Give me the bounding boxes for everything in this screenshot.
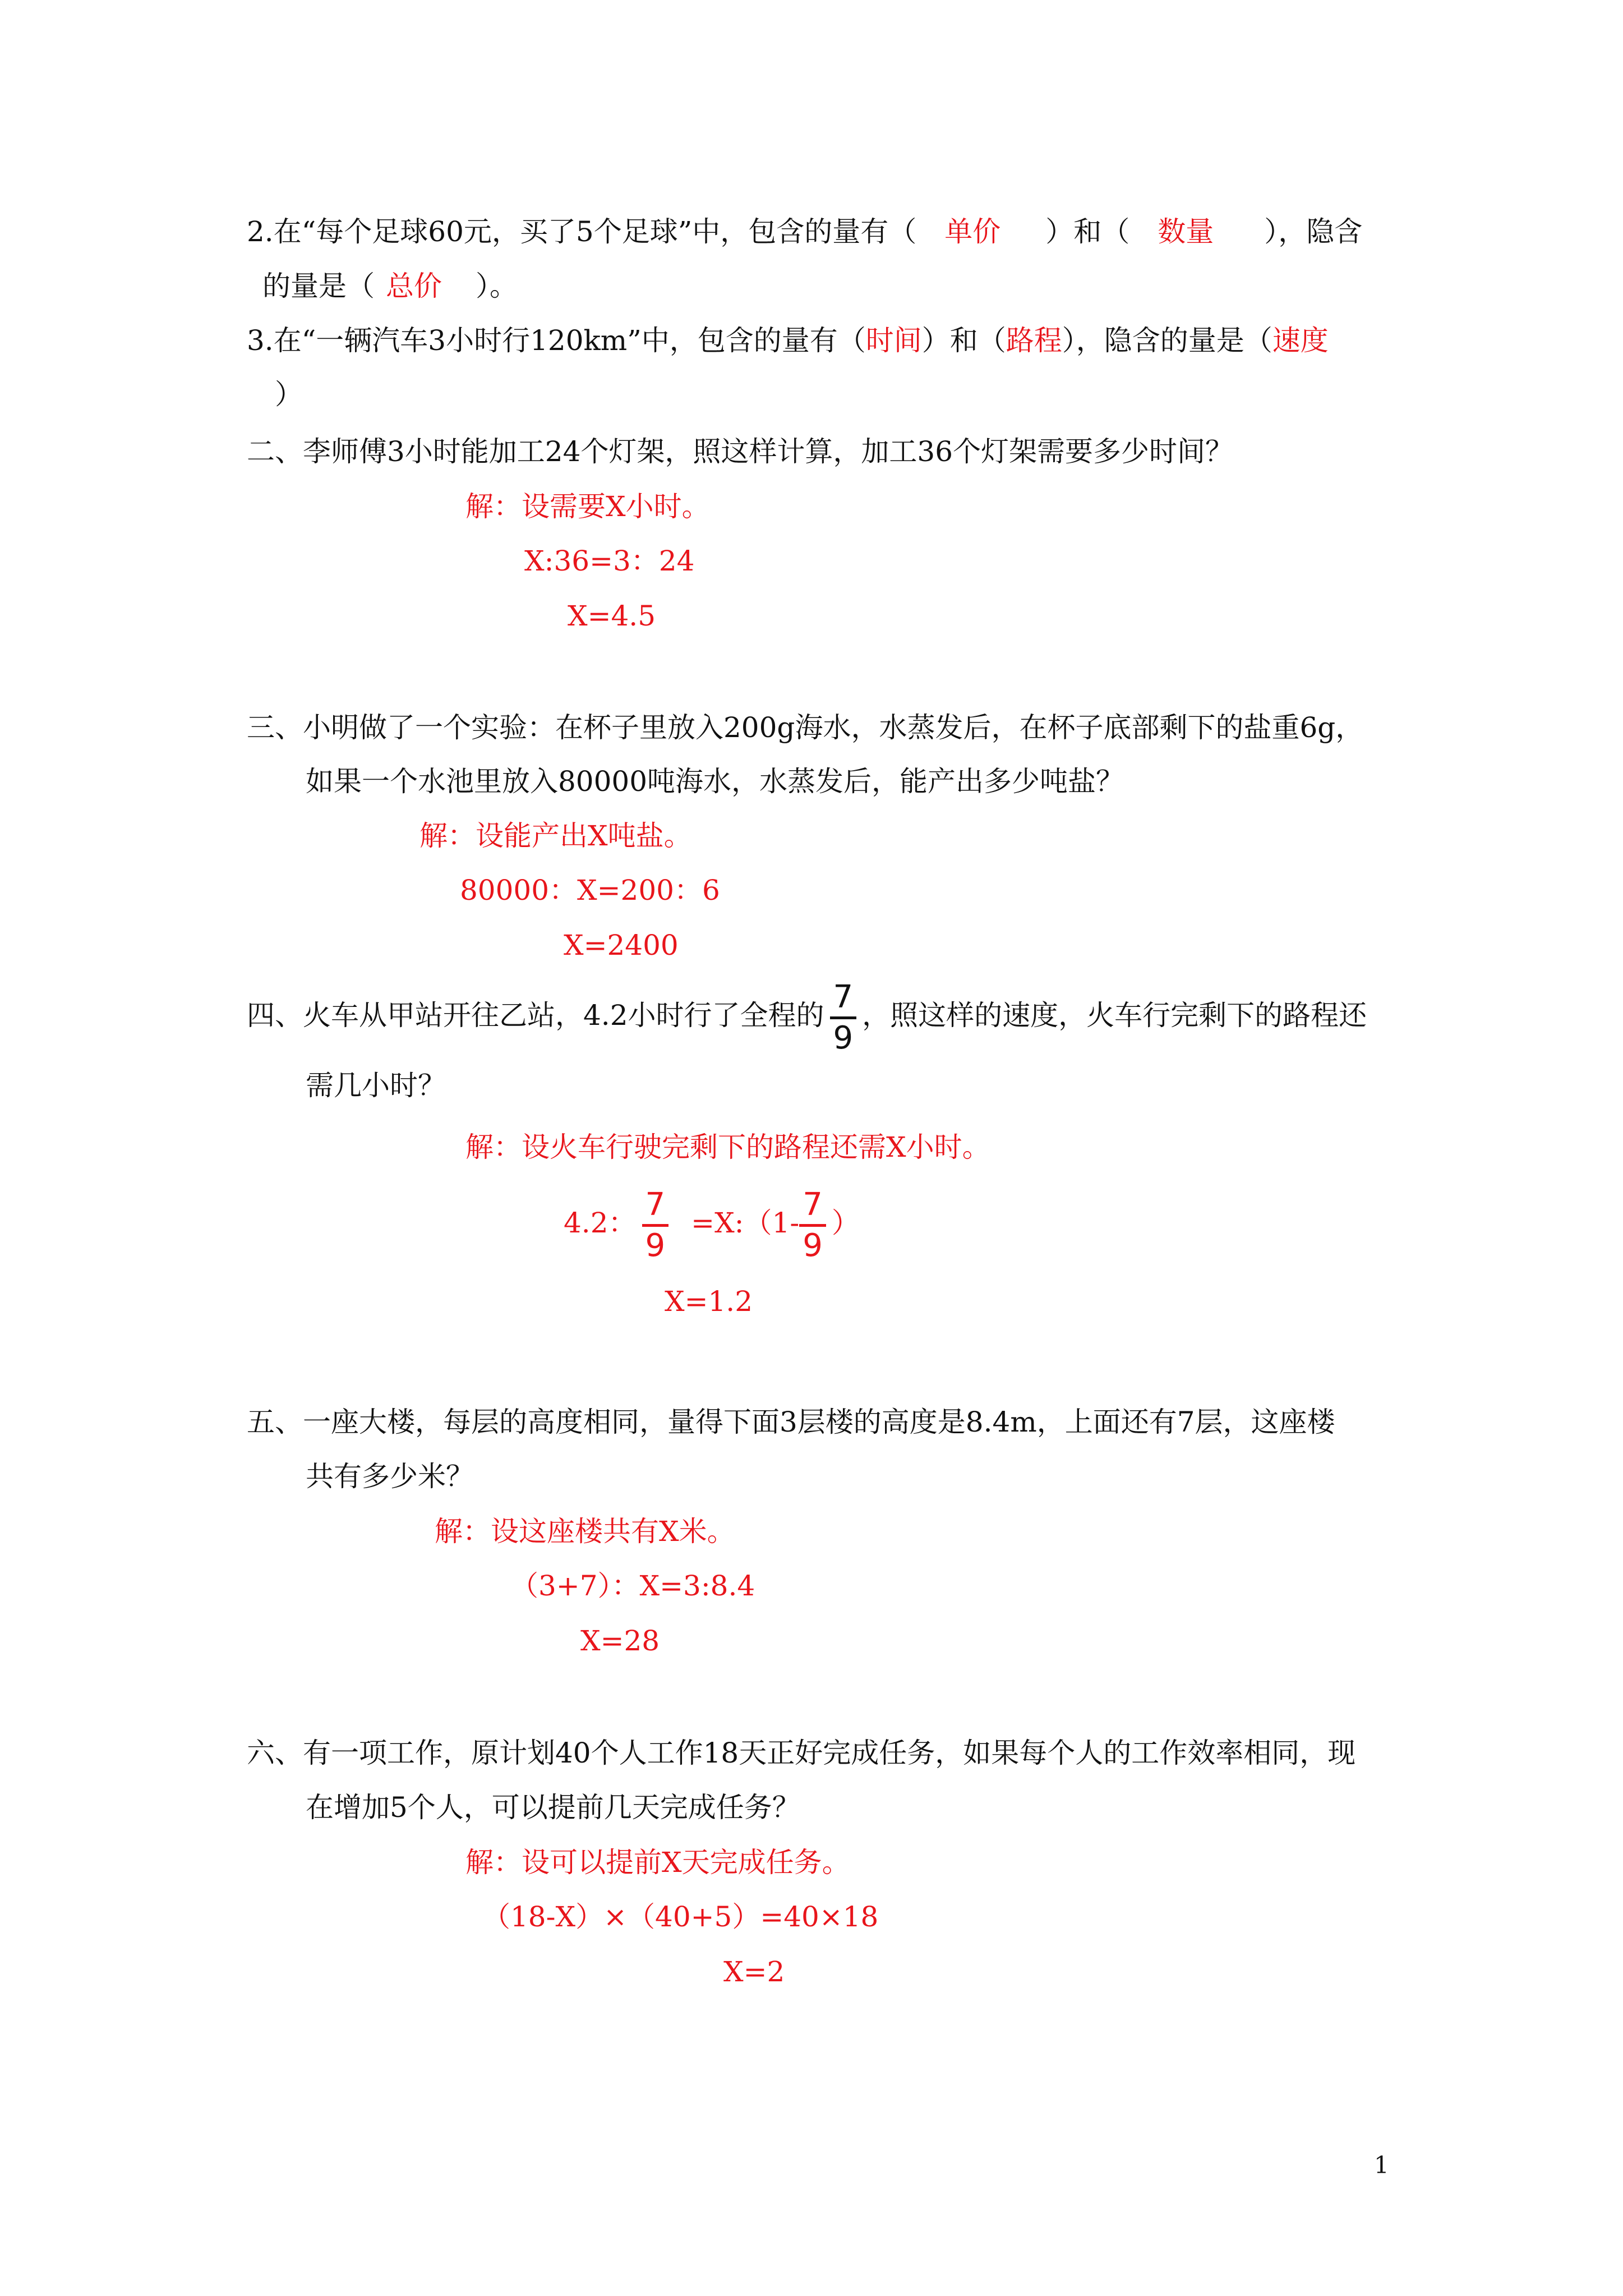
- q3-answer-2: 路程: [1006, 324, 1062, 357]
- p4-solution-2b: =X:（1-: [691, 1207, 800, 1239]
- p3-solution-1: 解：设能产出X吨盐。: [419, 820, 692, 852]
- p5-solution-1: 解：设这座楼共有X米。: [435, 1515, 735, 1548]
- p4-solution-fraction-2-numerator: 7: [803, 1186, 823, 1223]
- q3-line1: [247, 321, 1329, 360]
- p4-question-line2: 需几小时？: [306, 1069, 446, 1102]
- p4-solution-3: X=1.2: [665, 1285, 753, 1318]
- p3-solution-2: 80000：X=200：6: [460, 874, 720, 907]
- p4-text-a: 四、火车从甲站开往乙站，4.2小时行了全程的: [247, 999, 824, 1032]
- p4-fraction: [830, 979, 857, 1056]
- q2-text-a: 2.在“每个足球60元，买了5个足球”中，包含的量有（: [247, 215, 917, 248]
- p4-solution-fraction-2-denominator: 9: [803, 1227, 823, 1264]
- q3-text-c: ），隐含的量是（: [1062, 324, 1272, 357]
- p4-solution-2c: ）: [831, 1207, 860, 1239]
- q3-answer-3: 速度: [1272, 324, 1329, 357]
- p4-solution-1: 解：设火车行驶完剩下的路程还需X小时。: [465, 1131, 990, 1163]
- p4-fraction-denominator: 9: [833, 1019, 854, 1056]
- q3-line2: [275, 375, 303, 414]
- q2-line1: [247, 212, 1362, 251]
- p4-solution-fraction-2: [799, 1187, 826, 1264]
- p4-text-b: ，照这样的速度，火车行完剩下的路程还: [862, 999, 1367, 1032]
- q3-text-a: 3.在“一辆汽车3小时行120km”中，包含的量有（: [247, 324, 866, 357]
- p5-question-line2: 共有多少米？: [306, 1460, 474, 1493]
- p4-solution-fraction-1-numerator: 7: [645, 1186, 666, 1223]
- p6-question-line1: 六、有一项工作，原计划40个人工作18天正好完成任务，如果每个人的工作效率相同，现: [247, 1737, 1356, 1769]
- q2-line2: [262, 266, 518, 306]
- q2-text-c: ），隐含: [1264, 215, 1363, 248]
- q2-answer-3: 总价: [386, 270, 442, 302]
- p2-solution-2: X:36=3：24: [524, 545, 695, 577]
- p3-question-line1: 三、小明做了一个实验：在杯子里放入200g海水，水蒸发后，在杯子底部剩下的盐重6g，: [247, 711, 1364, 744]
- q2-text-e: ）。: [476, 270, 518, 302]
- p4-solution-fraction-1: [642, 1187, 669, 1264]
- p2-question: 二、李师傅3小时能加工24个灯架，照这样计算，加工36个灯架需要多少时间？: [247, 435, 1234, 468]
- q3-text-b: ）和（: [921, 324, 1006, 357]
- q2-text-d: 的量是（: [262, 270, 375, 302]
- p6-solution-3: X=2: [723, 1955, 785, 1988]
- p2-solution-1: 解：设需要X小时。: [465, 490, 710, 523]
- p3-solution-3: X=2400: [564, 929, 679, 961]
- p4-solution-fraction-1-denominator: 9: [645, 1227, 666, 1264]
- p5-solution-3: X=28: [580, 1625, 660, 1657]
- p4-solution-2a: 4.2：: [564, 1207, 637, 1239]
- p2-solution-3: X=4.5: [568, 600, 656, 632]
- p5-solution-2: （3+7）：X=3:8.4: [510, 1570, 755, 1602]
- q3-answer-1: 时间: [865, 324, 922, 357]
- q3-text-d: ）: [275, 378, 303, 411]
- p4-solution-2: [564, 1184, 860, 1264]
- p6-solution-2: （18-X）×（40+5）=40×18: [482, 1901, 879, 1933]
- p6-question-line2: 在增加5个人，可以提前几天完成任务？: [306, 1791, 800, 1824]
- p6-solution-1: 解：设可以提前X天完成任务。: [465, 1846, 850, 1879]
- p5-question-line1: 五、一座大楼，每层的高度相同，量得下面3层楼的高度是8.4m，上面还有7层，这座楼: [247, 1406, 1335, 1438]
- q2-answer-2: 数量: [1158, 215, 1214, 248]
- q2-text-b: ）和（: [1045, 215, 1130, 248]
- p4-fraction-numerator: 7: [833, 978, 854, 1015]
- p4-question-line1: [247, 976, 1367, 1056]
- p3-question-line2: 如果一个水池里放入80000吨海水，水蒸发后，能产出多少吨盐？: [306, 765, 1124, 798]
- q2-answer-1: 单价: [944, 215, 1001, 248]
- page-number: 1: [1374, 2151, 1389, 2179]
